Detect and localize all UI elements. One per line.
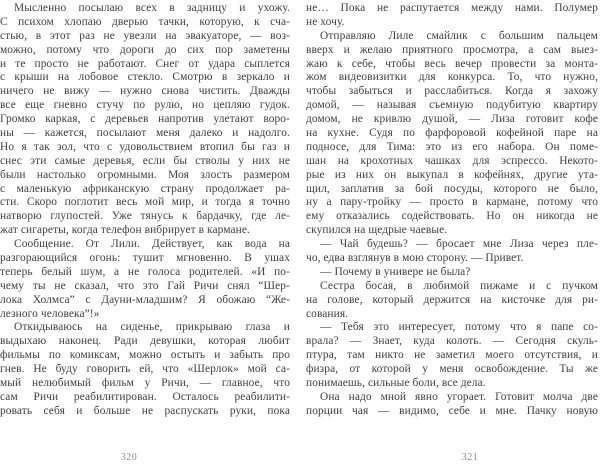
text-line: Откидываюсь на сиденье, прикрываю глаза и (14, 321, 290, 334)
page-number: 320 (120, 452, 138, 463)
text-line: врала? — Знает, куда колоть. — Сегодня скуль- (306, 335, 598, 348)
text-line: жаю к себе, чтобы весь вечер провести за монта- (306, 57, 598, 70)
text-line: с крыши на лобовое стекло. Смотрю в зеркало и (0, 71, 290, 84)
text-line: лока Холмса” с Дауни-младшим? Я обожаю “Же- (0, 293, 290, 306)
text-line: птура, там никто не заметил моего отсутствия, и (306, 349, 598, 362)
text-line: сования. (306, 307, 349, 320)
text-line: Громко каркая, с деревьев напротив улетают воро- (0, 113, 290, 126)
page-number: 321 (461, 452, 479, 463)
text-line: теперь белый шум, а не голоса родителей. «И по- (0, 265, 290, 278)
page-left (0, 2, 290, 463)
text-line: жом видеовизитки для конкурса. То, что нужно, (306, 71, 598, 84)
page-right (306, 2, 598, 463)
text-line: выдыхаю наконец. Ради девушки, которая любит (0, 335, 290, 348)
text-line: Отправляю Лиле смайлик с большим пальцем (320, 29, 598, 42)
page-text (306, 2, 598, 419)
text-line: на голове, который держится на кисточке для ри- (306, 293, 598, 306)
text-line: С психом хлопаю дверью тачки, которую, к сча- (0, 15, 290, 28)
text-line: фильмы по комиксам, можно остыть и забыть про (0, 349, 290, 362)
text-line: — Тебя это интересует, потому что я папе со- (320, 321, 598, 334)
text-line: все еще гневно стучу по рулю, но цепляю гудок. (0, 99, 290, 112)
text-line: ны — кажется, посылают меня далеко и надолго. (0, 127, 290, 140)
text-line: вверх и желаю приятного просмотра, а сам выез- (306, 43, 598, 56)
text-line: с маленькую африканскую страну продолжает ра- (0, 182, 290, 195)
text-line: щил, заплатив за бой посуды, которого не было, (306, 182, 598, 195)
text-line: физра, от которой у меня освобождение. Ты же (306, 363, 598, 376)
text-line: Она надо мной явно угорает. Готовит молча две (320, 390, 598, 403)
text-line: Но я так зол, что с удовольствием втопил бы газ и (0, 140, 290, 153)
text-line: были настолько огромными. Моя злость размером (0, 168, 290, 181)
text-line: Сообщение. От Лили. Действует, как вода на (14, 238, 290, 251)
text-line: подносе, для Тима: это из его набора. Он поме- (306, 140, 598, 153)
text-line: ровать себя и больше не распускать руки, пока (0, 404, 290, 417)
text-line: разгорающийся огонь: тушит мгновенно. В ушах (0, 252, 290, 265)
text-line: на кухне. Судя по фарфоровой кофейной паре на (306, 127, 598, 140)
text-line: гнев. Не буду говорить ей, что «Шерлок» мой са- (0, 363, 290, 376)
text-line: — Чай будешь? — бросает мне Лиза через пле- (320, 238, 598, 251)
text-line: стью, в этот раз не увезли на эвакуаторе, — воз- (0, 29, 290, 42)
page-text (0, 2, 290, 419)
text-line: чо, едва взглянув в мою сторону. — Привет. (306, 252, 524, 265)
text-line: ничего не вижу — нужно снова чистить. Дважды (0, 85, 290, 98)
text-line: Мысленно посылаю всех в задницу и ухожу. (14, 2, 290, 14)
text-line: не хочу. (306, 15, 345, 28)
text-line: понимаешь, сильные боли, все дела. (306, 377, 486, 390)
text-line: сам Ричи реабилитирован. Осталось реабилити- (0, 390, 290, 403)
text-line: мый нелюбимый фильм у Ричи, — главное, что (0, 377, 290, 390)
text-line: чему ты не сказал, что это Гай Ричи снял “Шер- (0, 279, 290, 292)
text-line: домой, — называя съемную подубитую квартиру (306, 99, 598, 112)
text-line: снес эти самые деревья, если бы стволы у них не (0, 154, 290, 167)
text-line: домом, не кривлю душой, — Лиза готовит кофе (306, 113, 598, 126)
text-line: скупился на щедрые чаевые. (306, 224, 448, 237)
text-line: натворю глупостей. Уже тянусь к бардачку, где ле- (0, 210, 290, 223)
text-line: Сестра босая, в любимой пижаме и с пучком (320, 279, 598, 292)
text-line: чтобы забыться и расслабиться. Когда я захожу (306, 85, 598, 98)
text-line: можно, потому что дороги до сих пор заметены (0, 43, 290, 56)
text-line: порции чая — видимо, себе и мне. Пачку новую (306, 404, 598, 417)
text-line: шан на крохотных чашках для эспрессо. Некото- (306, 154, 598, 167)
text-line: жат сигареты, когда телефон вибрирует в кармане. (0, 224, 250, 237)
text-line: ему отказались содействовать. Но он никогда не (306, 210, 598, 223)
text-line: лезного человека”!» (0, 307, 100, 320)
text-line: рые из них он выкупал в кофейнях, другие ута- (306, 168, 598, 181)
text-line: не… Пока не распутается между нами. Полумер (306, 2, 598, 14)
text-line: сти. Скоро поглотит весь мой мир, и тогда я точно (0, 196, 290, 209)
text-line: ну а пару-тройку — просто в кармане, потому что (306, 196, 598, 209)
text-line: — Почему в универе не была? (320, 265, 471, 278)
text-line: и те просто не работают. Снег от удара сыплется (0, 57, 290, 70)
